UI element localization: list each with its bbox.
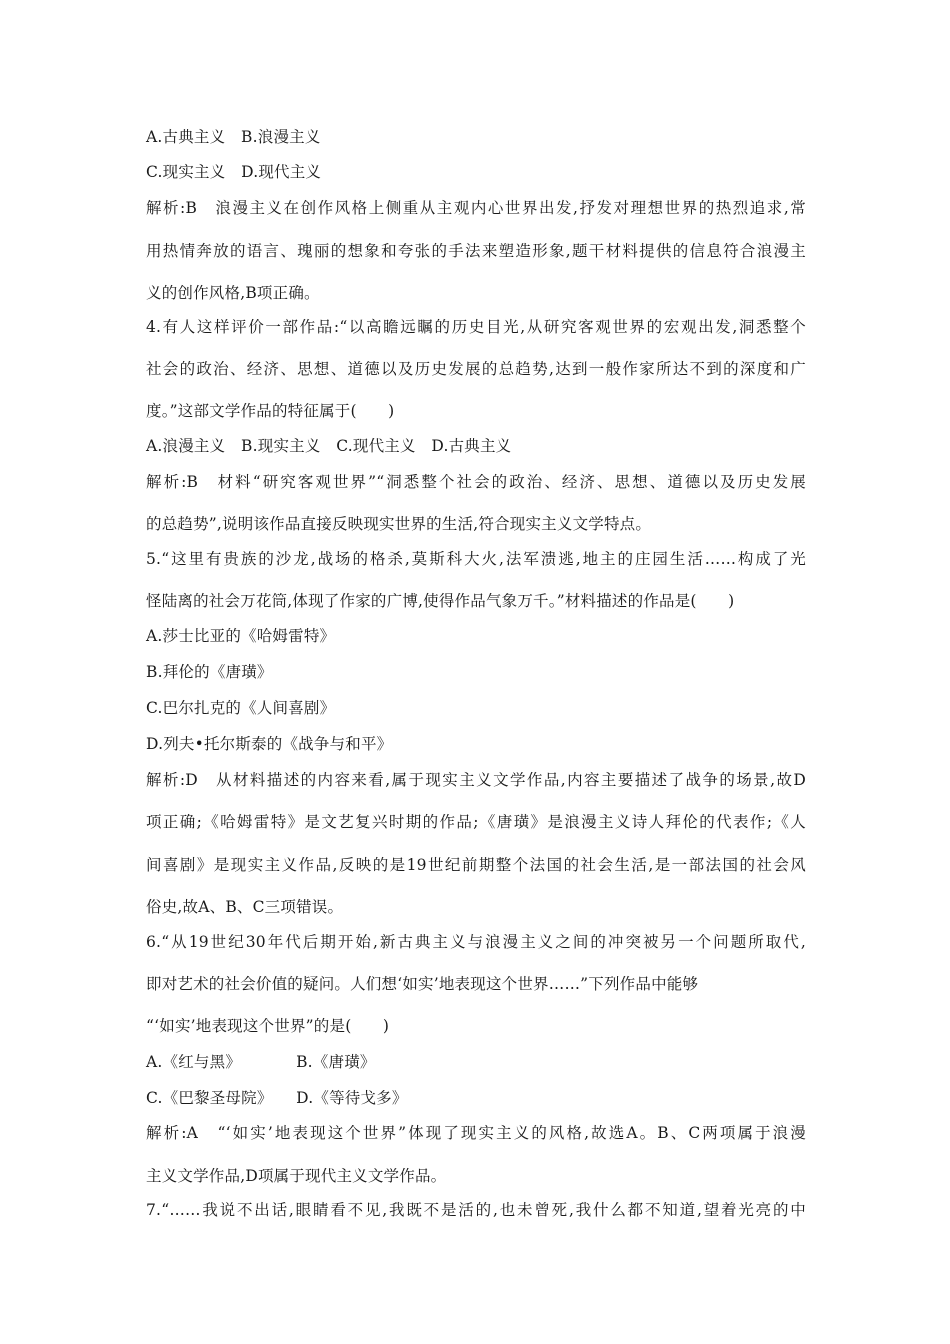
q3-analysis-line-1: 解析:B 浪漫主义在创作风格上侧重从主观内心世界出发,抒发对理想世界的热烈追求,常 xyxy=(146,199,806,217)
q4-stem-line-2: 社会的政治、经济、思想、道德以及历史发展的总趋势,达到一般作家所达不到的深度和广 xyxy=(146,360,806,378)
q5-stem-line-1: 5.“这里有贵族的沙龙,战场的格杀,莫斯科大火,法军溃逃,地主的庄园生活……构成了光 xyxy=(146,550,806,568)
q5-option-d: D.列夫•托尔斯泰的《战争与和平》 xyxy=(146,735,393,753)
q6-stem-line-1: 6.“从19世纪30年代后期开始,新古典主义与浪漫主义之间的冲突被另一个问题所取代, xyxy=(146,933,806,951)
q4-stem-line-3: 度。”这部文学作品的特征属于( ) xyxy=(146,402,395,420)
q4-analysis-line-1: 解析:B 材料“研究客观世界”“洞悉整个社会的政治、经济、思想、道德以及历史发展 xyxy=(146,473,806,491)
q6-analysis-line-1: 解析:A “‘如实’地表现这个世界”体现了现实主义的风格,故选A。B、C两项属于浪漫 xyxy=(146,1124,806,1142)
q3-analysis-line-2: 用热情奔放的语言、瑰丽的想象和夸张的手法来塑造形象,题干材料提供的信息符合浪漫主 xyxy=(146,242,806,260)
q5-analysis-line-4: 俗史,故A、B、C三项错误。 xyxy=(146,898,344,916)
q3-analysis-line-3: 义的创作风格,B项正确。 xyxy=(146,284,320,302)
q5-analysis-line-1: 解析:D 从材料描述的内容来看,属于现实主义文学作品,内容主要描述了战争的场景,故D xyxy=(146,771,806,789)
q5-stem-line-2: 怪陆离的社会万花筒,体现了作家的广博,使得作品气象万千。”材料描述的作品是( ) xyxy=(146,592,735,610)
q6-stem-line-3: “‘如实’地表现这个世界”的是( ) xyxy=(146,1017,390,1035)
q5-option-a: A.莎士比亚的《哈姆雷特》 xyxy=(146,627,336,645)
q4-analysis-line-2: 的总趋势”,说明该作品直接反映现实世界的生活,符合现实主义文学特点。 xyxy=(146,515,652,533)
q3-options-line-1: A.古典主义 B.浪漫主义 xyxy=(146,128,321,146)
q5-analysis-line-3: 间喜剧》是现实主义作品,反映的是19世纪前期整个法国的社会生活,是一部法国的社会风 xyxy=(146,856,806,874)
q5-option-b: B.拜伦的《唐璜》 xyxy=(146,663,273,681)
q7-stem-line-1: 7.“……我说不出话,眼睛看不见,我既不是活的,也未曾死,我什么都不知道,望着光亮的中 xyxy=(146,1201,806,1219)
q3-options-line-2: C.现实主义 D.现代主义 xyxy=(146,163,322,181)
q4-stem-line-1: 4.有人这样评价一部作品:“以高瞻远瞩的历史目光,从研究客观世界的宏观出发,洞悉整个 xyxy=(146,318,806,336)
q5-analysis-line-2: 项正确;《哈姆雷特》是文艺复兴时期的作品;《唐璜》是浪漫主义诗人拜伦的代表作;《人 xyxy=(146,813,806,831)
q6-options-line-2: C.《巴黎圣母院》 D.《等待戈多》 xyxy=(146,1089,408,1107)
q4-options: A.浪漫主义 B.现实主义 C.现代主义 D.古典主义 xyxy=(146,437,512,455)
q6-analysis-line-2: 主义文学作品,D项属于现代主义文学作品。 xyxy=(146,1167,447,1185)
q5-option-c: C.巴尔扎克的《人间喜剧》 xyxy=(146,699,336,717)
q6-options-line-1: A.《红与黑》 B.《唐璜》 xyxy=(146,1053,376,1071)
q6-stem-line-2: 即对艺术的社会价值的疑问。人们想‘如实’地表现这个世界……”下列作品中能够 xyxy=(146,975,699,993)
